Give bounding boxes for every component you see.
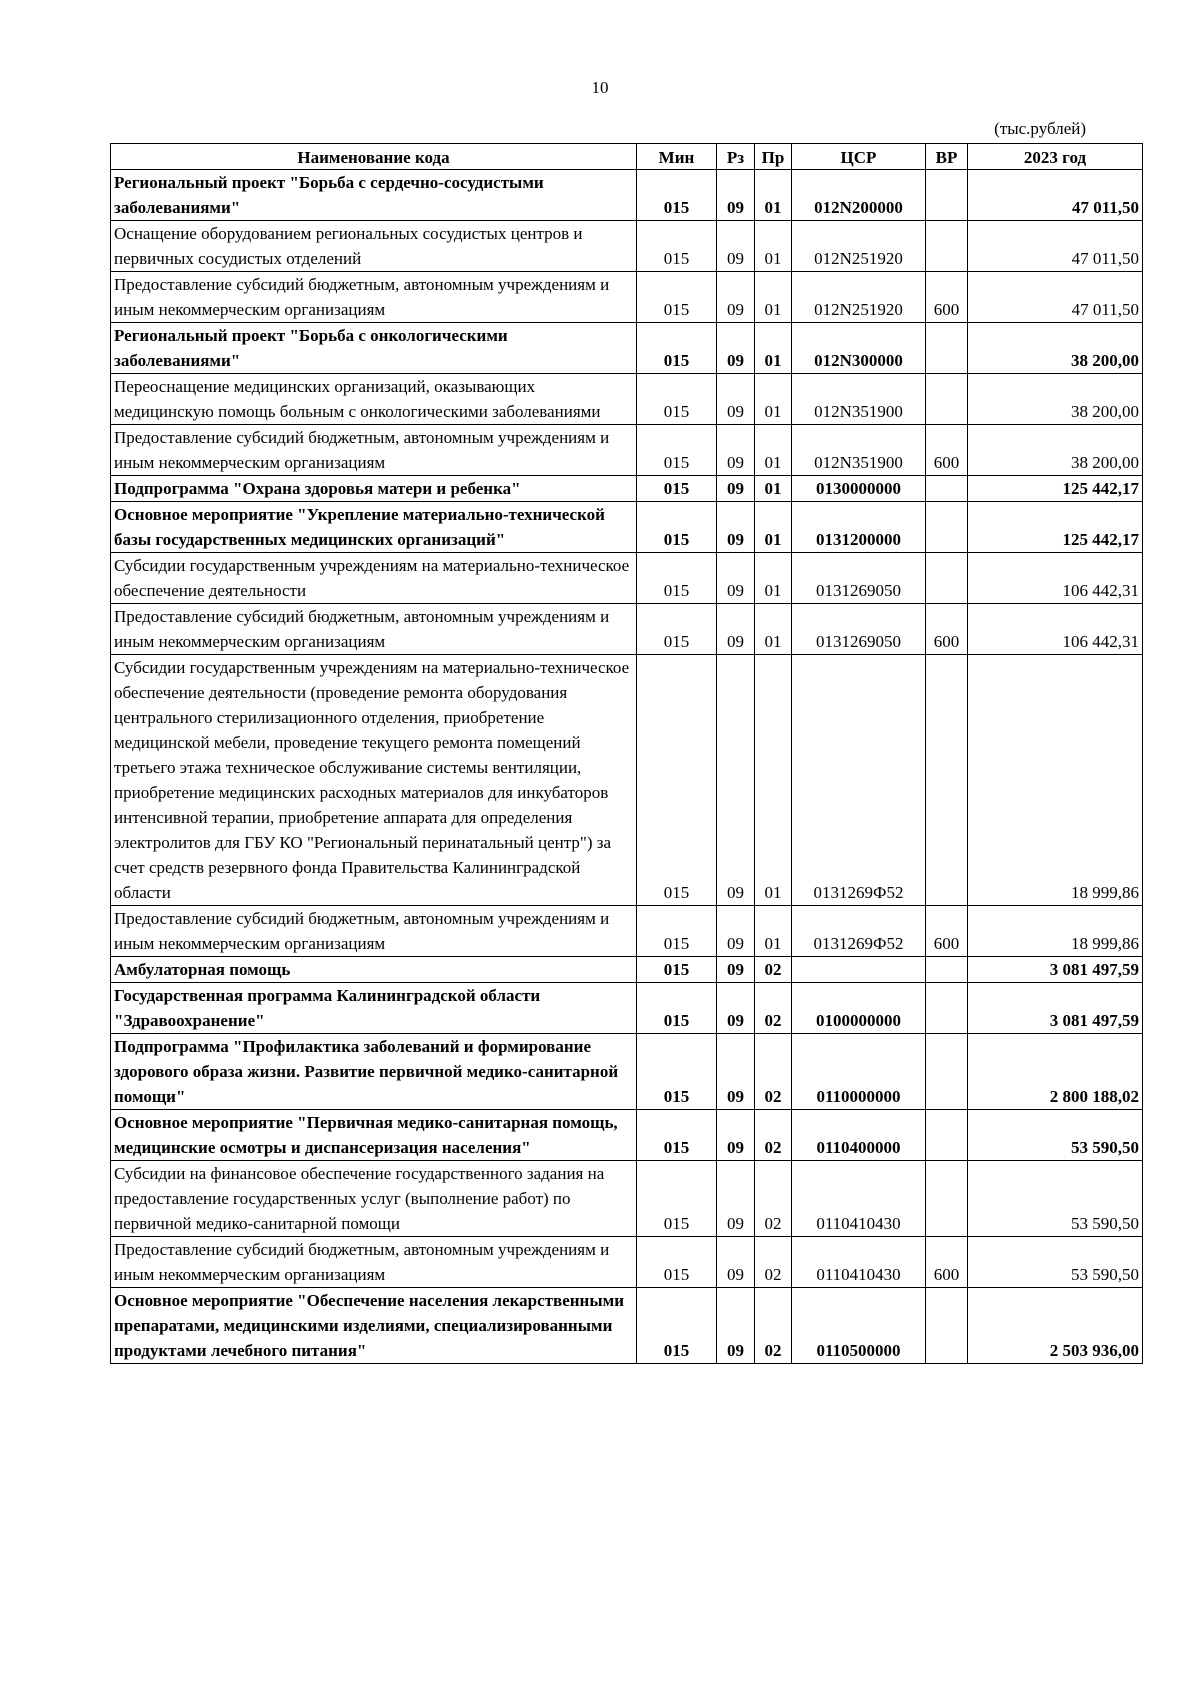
row-amount: 3 081 497,59: [968, 983, 1143, 1034]
row-pr: 01: [755, 604, 792, 655]
row-csr: 0131269050: [792, 604, 926, 655]
row-vr: [926, 323, 968, 374]
row-csr: 0110410430: [792, 1237, 926, 1288]
row-name: Субсидии на финансовое обеспечение государственного задания на предоставление государственных услуг (выполнение работ) по первичной медико-санитарной помощи: [111, 1161, 637, 1237]
row-min: 015: [637, 906, 717, 957]
row-rz: 09: [717, 604, 755, 655]
row-name: Предоставление субсидий бюджетным, автономным учреждениям и иным некоммерческим организациям: [111, 1237, 637, 1288]
row-pr: 01: [755, 170, 792, 221]
row-rz: 09: [717, 502, 755, 553]
row-amount: 53 590,50: [968, 1237, 1143, 1288]
row-vr: [926, 553, 968, 604]
row-vr: [926, 1110, 968, 1161]
table-row: [111, 502, 1143, 553]
row-amount: 47 011,50: [968, 221, 1143, 272]
row-vr: [926, 1161, 968, 1237]
row-min: 015: [637, 502, 717, 553]
row-pr: 01: [755, 655, 792, 906]
row-csr: [792, 957, 926, 983]
row-pr: 02: [755, 983, 792, 1034]
row-min: 015: [637, 323, 717, 374]
row-pr: 02: [755, 1161, 792, 1237]
row-pr: 01: [755, 374, 792, 425]
row-name: Амбулаторная помощь: [111, 957, 637, 983]
row-min: 015: [637, 476, 717, 502]
table-row: [111, 553, 1143, 604]
row-csr: 0100000000: [792, 983, 926, 1034]
row-vr: [926, 1034, 968, 1110]
row-min: 015: [637, 221, 717, 272]
row-rz: 09: [717, 983, 755, 1034]
row-name: Подпрограмма "Охрана здоровья матери и ребенка": [111, 476, 637, 502]
row-name: Основное мероприятие "Обеспечение населения лекарственными препаратами, медицинскими изделиями, специализированными продуктами лечебного питания": [111, 1288, 637, 1364]
row-rz: 09: [717, 553, 755, 604]
row-min: 015: [637, 425, 717, 476]
row-min: 015: [637, 604, 717, 655]
row-name: Предоставление субсидий бюджетным, автономным учреждениям и иным некоммерческим организациям: [111, 906, 637, 957]
row-csr: 0110400000: [792, 1110, 926, 1161]
header-csr: ЦСР: [792, 144, 926, 170]
row-min: 015: [637, 272, 717, 323]
row-pr: 02: [755, 1237, 792, 1288]
row-csr: 012N351900: [792, 374, 926, 425]
row-min: 015: [637, 374, 717, 425]
row-amount: 106 442,31: [968, 604, 1143, 655]
row-csr: 0131200000: [792, 502, 926, 553]
row-csr: 0110000000: [792, 1034, 926, 1110]
table-row: [111, 1288, 1143, 1364]
row-min: 015: [637, 957, 717, 983]
row-rz: 09: [717, 957, 755, 983]
row-name: Основное мероприятие "Первичная медико-санитарная помощь, медицинские осмотры и диспансеризация населения": [111, 1110, 637, 1161]
row-vr: [926, 476, 968, 502]
row-name: Предоставление субсидий бюджетным, автономным учреждениям и иным некоммерческим организациям: [111, 425, 637, 476]
header-pr: Пр: [755, 144, 792, 170]
row-csr: 0131269Ф52: [792, 655, 926, 906]
row-pr: 01: [755, 272, 792, 323]
row-vr: 600: [926, 272, 968, 323]
row-csr: 012N200000: [792, 170, 926, 221]
row-vr: [926, 221, 968, 272]
page-number: 10: [591, 78, 609, 97]
row-amount: 2 800 188,02: [968, 1034, 1143, 1110]
table-row: [111, 906, 1143, 957]
row-pr: 01: [755, 425, 792, 476]
table-row: [111, 272, 1143, 323]
row-min: 015: [637, 1161, 717, 1237]
row-min: 015: [637, 1237, 717, 1288]
row-amount: 38 200,00: [968, 425, 1143, 476]
table-header-row: [111, 144, 1143, 170]
row-min: 015: [637, 983, 717, 1034]
table-row: [111, 323, 1143, 374]
row-csr: 012N351900: [792, 425, 926, 476]
row-rz: 09: [717, 1161, 755, 1237]
row-rz: 09: [717, 374, 755, 425]
row-amount: 38 200,00: [968, 374, 1143, 425]
row-rz: 09: [717, 272, 755, 323]
header-rz: Рз: [717, 144, 755, 170]
row-rz: 09: [717, 1110, 755, 1161]
row-amount: 53 590,50: [968, 1161, 1143, 1237]
row-vr: [926, 170, 968, 221]
row-pr: 02: [755, 1288, 792, 1364]
table-row: [111, 170, 1143, 221]
row-amount: 3 081 497,59: [968, 957, 1143, 983]
table-row: [111, 221, 1143, 272]
row-csr: 012N300000: [792, 323, 926, 374]
row-vr: [926, 1288, 968, 1364]
row-csr: 0130000000: [792, 476, 926, 502]
row-min: 015: [637, 655, 717, 906]
row-vr: 600: [926, 425, 968, 476]
row-pr: 02: [755, 957, 792, 983]
row-rz: 09: [717, 323, 755, 374]
table-row: [111, 604, 1143, 655]
row-name: Государственная программа Калининградской области "Здравоохранение": [111, 983, 637, 1034]
units-label: (тыс.рублей): [994, 119, 1086, 138]
row-min: 015: [637, 1110, 717, 1161]
row-rz: 09: [717, 1034, 755, 1110]
row-name: Оснащение оборудованием региональных сосудистых центров и первичных сосудистых отделений: [111, 221, 637, 272]
row-name: Подпрограмма "Профилактика заболеваний и формирование здорового образа жизни. Развитие первичной медико-санитарной помощи": [111, 1034, 637, 1110]
row-min: 015: [637, 170, 717, 221]
row-csr: 0110410430: [792, 1161, 926, 1237]
table-row: [111, 1237, 1143, 1288]
row-csr: 012N251920: [792, 272, 926, 323]
header-vr: ВР: [926, 144, 968, 170]
table-body: [111, 170, 1143, 1364]
row-min: 015: [637, 553, 717, 604]
row-amount: 18 999,86: [968, 655, 1143, 906]
table-row: [111, 655, 1143, 906]
row-pr: 01: [755, 323, 792, 374]
row-csr: 012N251920: [792, 221, 926, 272]
table-row: [111, 957, 1143, 983]
row-vr: [926, 655, 968, 906]
row-min: 015: [637, 1034, 717, 1110]
row-pr: 01: [755, 553, 792, 604]
row-pr: 01: [755, 476, 792, 502]
row-name: Основное мероприятие "Укрепление материально-технической базы государственных медицинских организаций": [111, 502, 637, 553]
row-vr: 600: [926, 604, 968, 655]
row-amount: 125 442,17: [968, 476, 1143, 502]
row-min: 015: [637, 1288, 717, 1364]
row-rz: 09: [717, 1288, 755, 1364]
table-row: [111, 1034, 1143, 1110]
row-rz: 09: [717, 906, 755, 957]
row-amount: 2 503 936,00: [968, 1288, 1143, 1364]
row-vr: [926, 957, 968, 983]
row-rz: 09: [717, 425, 755, 476]
row-vr: [926, 374, 968, 425]
row-rz: 09: [717, 1237, 755, 1288]
row-csr: 0131269050: [792, 553, 926, 604]
row-name: Субсидии государственным учреждениям на материально-техническое обеспечение деятельности (проведение ремонта оборудования центрального стерилизационного отделения, приобретение медицинской мебели, проведение текущего ремонта помещений третьего этажа техническое обслуживание системы вентиляции, приобретение медицинских расходных материалов для инкубаторов интенсивной терапии, приобретение аппарата для определения электролитов для ГБУ КО "Региональный перинатальный центр") за счет средств резервного фонда Правительства Калининградской области: [111, 655, 637, 906]
row-rz: 09: [717, 655, 755, 906]
row-amount: 125 442,17: [968, 502, 1143, 553]
row-vr: 600: [926, 906, 968, 957]
row-pr: 01: [755, 502, 792, 553]
row-amount: 47 011,50: [968, 272, 1143, 323]
row-name: Региональный проект "Борьба с онкологическими заболеваниями": [111, 323, 637, 374]
table-row: [111, 476, 1143, 502]
row-csr: 0110500000: [792, 1288, 926, 1364]
table-row: [111, 1110, 1143, 1161]
row-name: Переоснащение медицинских организаций, оказывающих медицинскую помощь больным с онкологическими заболеваниями: [111, 374, 637, 425]
row-csr: 0131269Ф52: [792, 906, 926, 957]
row-name: Предоставление субсидий бюджетным, автономным учреждениям и иным некоммерческим организациям: [111, 604, 637, 655]
table-row: [111, 425, 1143, 476]
row-pr: 02: [755, 1110, 792, 1161]
row-name: Региональный проект "Борьба с сердечно-сосудистыми заболеваниями": [111, 170, 637, 221]
table-row: [111, 374, 1143, 425]
row-amount: 47 011,50: [968, 170, 1143, 221]
row-rz: 09: [717, 170, 755, 221]
row-amount: 53 590,50: [968, 1110, 1143, 1161]
header-year: 2023 год: [968, 144, 1143, 170]
header-min: Мин: [637, 144, 717, 170]
row-pr: 01: [755, 221, 792, 272]
table-row: [111, 983, 1143, 1034]
row-rz: 09: [717, 476, 755, 502]
row-name: Субсидии государственным учреждениям на материально-техническое обеспечение деятельности: [111, 553, 637, 604]
row-vr: 600: [926, 1237, 968, 1288]
row-rz: 09: [717, 221, 755, 272]
row-amount: 18 999,86: [968, 906, 1143, 957]
budget-table: [110, 143, 1143, 1364]
row-pr: 02: [755, 1034, 792, 1110]
row-amount: 38 200,00: [968, 323, 1143, 374]
row-vr: [926, 983, 968, 1034]
row-amount: 106 442,31: [968, 553, 1143, 604]
table-row: [111, 1161, 1143, 1237]
row-pr: 01: [755, 906, 792, 957]
header-name: Наименование кода: [111, 144, 637, 170]
row-name: Предоставление субсидий бюджетным, автономным учреждениям и иным некоммерческим организациям: [111, 272, 637, 323]
row-vr: [926, 502, 968, 553]
